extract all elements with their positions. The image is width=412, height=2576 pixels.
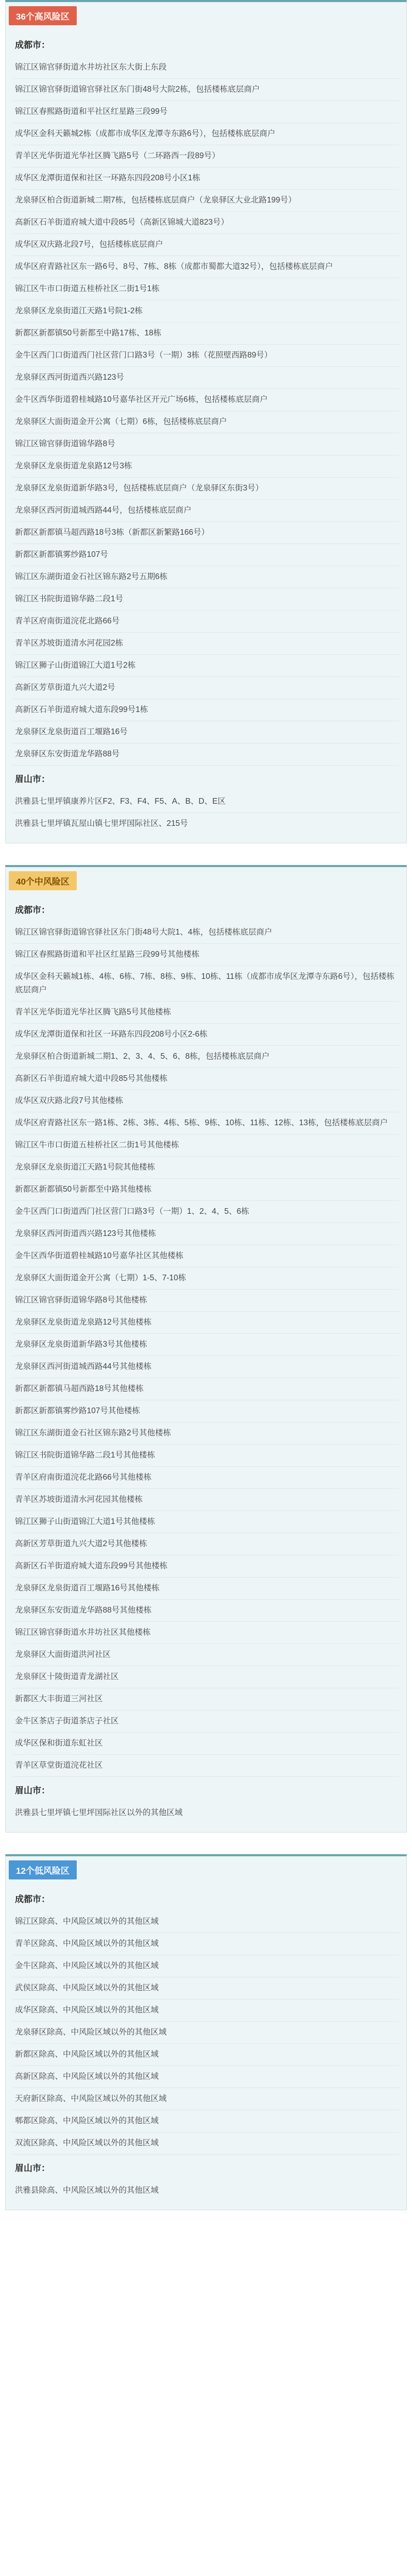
area-item: 新都区新都镇马超西路18号3栋（新都区新繁路166号） — [13, 522, 399, 544]
risk-section — [5, 1854, 407, 2210]
area-item: 新都区除高、中风险区域以外的其他区域 — [13, 2044, 399, 2066]
area-item: 青羊区苏坡街道清水河花园2栋 — [13, 633, 399, 655]
area-item: 青羊区草堂街道浣花社区 — [13, 1755, 399, 1777]
section-body — [6, 1879, 406, 2210]
area-item: 郫都区除高、中风险区域以外的其他区域 — [13, 2110, 399, 2132]
area-item: 高新区石羊街道府城大道中段85号（高新区锦城大道823号） — [13, 212, 399, 234]
area-item: 锦江区东湖街道金石社区锦东路2号其他楼栋 — [13, 1422, 399, 1445]
area-item: 成华区龙潭街道保和社区一环路东四段208号小区2-6栋 — [13, 1024, 399, 1046]
area-item: 龙泉驿区东安街道龙华路88号 — [13, 743, 399, 766]
city-heading: 成都市： — [15, 905, 50, 915]
area-item: 新都区新都镇马超西路18号其他楼栋 — [13, 1378, 399, 1400]
area-item: 高新区石羊街道府城大道中段85号其他楼栋 — [13, 1068, 399, 1090]
area-item: 锦江区狮子山街道锦江大道1号2栋 — [13, 655, 399, 677]
area-item: 锦江区牛市口街道五桂桥社区二街1号1栋 — [13, 278, 399, 300]
area-item: 龙泉驿区西河街道西兴路123号其他楼栋 — [13, 1223, 399, 1245]
area-item: 成华区龙潭街道保和社区一环路东四段208号小区1栋 — [13, 167, 399, 190]
area-item: 洪雅县除高、中风险区域以外的其他区域 — [15, 2186, 159, 2195]
area-item: 锦江区牛市口街道五桂桥社区二街1号其他楼栋 — [13, 1134, 399, 1157]
area-item: 龙泉驿区龙泉街道新华路3号其他楼栋 — [13, 1334, 399, 1356]
area-item: 龙泉驿区大面街道洪河社区 — [13, 1644, 399, 1666]
area-item: 锦江区书院街道锦华路二段1号其他楼栋 — [13, 1445, 399, 1467]
section-title: 12个低风险区 — [9, 1860, 77, 1879]
area-item: 金牛区除高、中风险区域以外的其他区域 — [13, 1955, 399, 1977]
area-item: 天府新区除高、中风险区域以外的其他区域 — [13, 2088, 399, 2110]
city-heading: 眉山市： — [15, 2163, 50, 2173]
section-title: 40个中风险区 — [9, 871, 77, 890]
area-item: 锦江区锦官驿街道水井坊社区其他楼栋 — [13, 1622, 399, 1644]
area-item: 洪雅县七里坪镇康养片区F2、F3、F4、F5、A、B、D、E区 — [13, 791, 399, 813]
area-item: 锦江区锦官驿街道锦华路8号 — [13, 433, 399, 455]
area-item: 锦江区书院街道锦华路二段1号 — [13, 588, 399, 611]
area-item: 锦江区锦官驿街道锦官驿社区东门街48号大院2栋，包括楼栋底层商户 — [13, 79, 399, 101]
area-item: 成华区双庆路北段7号其他楼栋 — [13, 1090, 399, 1112]
area-item: 青羊区苏坡街道清水河花园其他楼栋 — [13, 1489, 399, 1511]
area-item: 高新区石羊街道府城大道东段99号其他楼栋 — [13, 1555, 399, 1578]
area-item: 龙泉驿区龙泉街道江天路1号院1-2栋 — [13, 300, 399, 323]
area-item: 锦江区锦官驿街道锦官驿社区东门街48号大院1、4栋，包括楼栋底层商户 — [13, 922, 399, 944]
area-item: 青羊区府南街道浣花北路66号其他楼栋 — [13, 1467, 399, 1489]
city-heading: 成都市： — [15, 1894, 50, 1904]
area-item: 成华区府青路社区东一路6号、8号、7栋、8栋（成都市蜀都大道32号），包括楼栋底层商户 — [13, 256, 399, 278]
area-item: 锦江区狮子山街道锦江大道1号其他楼栋 — [13, 1511, 399, 1533]
risk-section — [5, 0, 407, 843]
area-item: 高新区石羊街道府城大道东段99号1栋 — [13, 699, 399, 721]
area-item: 青羊区光华街道光华社区腾飞路5号（二环路西一段89号） — [13, 145, 399, 167]
area-item: 成华区金科天籁城2栋（成都市成华区龙潭寺东路6号），包括楼栋底层商户 — [13, 123, 399, 145]
area-item: 锦江区锦官驿街道水井坊社区东大街上东段 — [13, 57, 399, 79]
area-item: 成华区保和街道东虹社区 — [13, 1733, 399, 1755]
area-item: 青羊区除高、中风险区域以外的其他区域 — [13, 1933, 399, 1955]
area-item: 高新区除高、中风险区域以外的其他区域 — [13, 2066, 399, 2088]
area-item: 龙泉驿区大面街道金开公寓（七期）6栋，包括楼栋底层商户 — [13, 411, 399, 433]
area-item: 新都区新都镇50号新都至中路其他楼栋 — [13, 1179, 399, 1201]
area-item: 成华区府青路社区东一路1栋、2栋、3栋、4栋、5栋、9栋、10栋、11栋、12栋、13栋，包括楼栋底层商户 — [13, 1112, 399, 1134]
area-item: 龙泉驿区龙泉街道新华路3号，包括楼栋底层商户（龙泉驿区东街3号） — [13, 478, 399, 500]
sections-root — [5, 0, 407, 2210]
area-item: 龙泉驿区龙泉街道江天路1号院其他楼栋 — [13, 1157, 399, 1179]
area-item: 锦江区锦官驿街道锦华路8号其他楼栋 — [13, 1290, 399, 1312]
area-item: 龙泉驿区西河街道城西路44号其他楼栋 — [13, 1356, 399, 1378]
area-item: 金牛区西门口街道西门社区营门口路3号（一期）1、2、4、5、6栋 — [13, 1201, 399, 1223]
area-item: 金牛区西华街道碧桂城路10号嘉华社区其他楼栋 — [13, 1245, 399, 1267]
city-heading: 眉山市： — [15, 1786, 50, 1795]
section-body — [6, 25, 406, 843]
area-item: 金牛区西门口街道西门社区营门口路3号（一期）3栋（花照壁西路89号） — [13, 345, 399, 367]
area-item: 锦江区东湖街道金石社区锦东路2号五期6栋 — [13, 566, 399, 588]
area-item: 龙泉驿区龙泉街道龙泉路12号3栋 — [13, 455, 399, 478]
area-item: 青羊区光华街道光华社区腾飞路5号其他楼栋 — [13, 1002, 399, 1024]
area-item: 龙泉驿区龙泉街道百工堰路16号其他楼栋 — [13, 1578, 399, 1600]
area-item: 锦江区春熙路街道和平社区红星路三段99号其他楼栋 — [13, 944, 399, 966]
area-item: 高新区芳草街道九兴大道2号 — [13, 677, 399, 699]
risk-section — [5, 865, 407, 1833]
area-item: 金牛区西华街道碧桂城路10号嘉华社区开元广场6栋，包括楼栋底层商户 — [13, 389, 399, 411]
area-item: 金牛区茶店子街道茶店子社区 — [13, 1710, 399, 1733]
section-title: 36个高风险区 — [9, 6, 77, 25]
area-item: 龙泉驿区龙泉街道龙泉路12号其他楼栋 — [13, 1312, 399, 1334]
area-item: 龙泉驿区柏合街道新城二期7栋，包括楼栋底层商户（龙泉驿区大业北路199号） — [13, 190, 399, 212]
area-item: 龙泉驿区除高、中风险区域以外的其他区域 — [13, 2022, 399, 2044]
area-item: 高新区芳草街道九兴大道2号其他楼栋 — [13, 1533, 399, 1555]
area-item: 龙泉驿区龙泉街道百工堰路16号 — [13, 721, 399, 743]
area-item: 龙泉驿区东安街道龙华路88号其他楼栋 — [13, 1600, 399, 1622]
area-item: 龙泉驿区西河街道城西路44号，包括楼栋底层商户 — [13, 500, 399, 522]
area-item: 龙泉驿区十陵街道青龙湖社区 — [13, 1666, 399, 1688]
area-item: 洪雅县七里坪镇瓦屋山镇七里坪国际社区、215号 — [15, 819, 188, 828]
area-item: 青羊区府南街道浣花北路66号 — [13, 611, 399, 633]
city-heading: 成都市： — [15, 40, 50, 50]
area-item: 龙泉驿区西河街道西兴路123号 — [13, 367, 399, 389]
area-item: 成华区除高、中风险区域以外的其他区域 — [13, 1999, 399, 2022]
page — [5, 0, 407, 2232]
area-item: 龙泉驿区柏合街道新城二期1、2、3、4、5、6、8栋，包括楼栋底层商户 — [13, 1046, 399, 1068]
area-item: 成华区双庆路北段7号，包括楼栋底层商户 — [13, 234, 399, 256]
area-item: 新都区新都镇雾纱路107号 — [13, 544, 399, 566]
area-item: 洪雅县七里坪镇七里坪国际社区以外的其他区域 — [15, 1808, 183, 1817]
area-item: 新都区大丰街道三河社区 — [13, 1688, 399, 1710]
area-item: 双流区除高、中风险区域以外的其他区域 — [13, 2132, 399, 2155]
section-body — [6, 890, 406, 1832]
area-item: 锦江区春熙路街道和平社区红星路三段99号 — [13, 101, 399, 123]
city-heading: 眉山市： — [15, 774, 50, 784]
area-item: 新都区新都镇雾纱路107号其他楼栋 — [13, 1400, 399, 1422]
area-item: 锦江区除高、中风险区域以外的其他区域 — [13, 1911, 399, 1933]
area-item: 成华区金科天籁城1栋、4栋、6栋、7栋、8栋、9栋、10栋、11栋（成都市成华区龙潭寺东路6号），包括楼栋底层商户 — [13, 966, 399, 1002]
area-item: 龙泉驿区大面街道金开公寓（七期）1-5、7-10栋 — [13, 1267, 399, 1290]
area-item: 武侯区除高、中风险区域以外的其他区域 — [13, 1977, 399, 1999]
area-item: 新都区新都镇50号新都至中路17栋、18栋 — [13, 323, 399, 345]
